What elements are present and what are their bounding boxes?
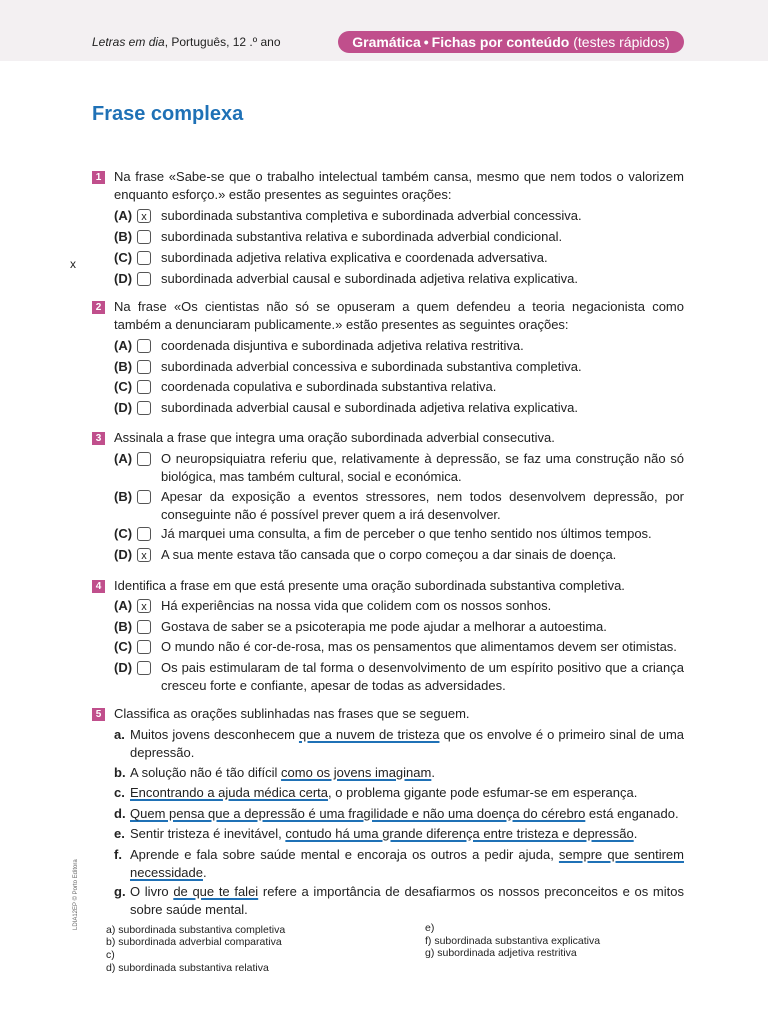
option-letter: (D) [114, 271, 133, 286]
sentence-letter: b. [114, 765, 126, 780]
answer-b: b) subordinada adverbial comparativa [106, 936, 282, 948]
subsection-label: Fichas por conteúdo [431, 34, 570, 50]
sentence-letter: a. [114, 727, 125, 742]
option-text: coordenada copulativa e subordinada substantiva relativa. [161, 379, 497, 394]
option-letter: (D) [114, 660, 133, 675]
underlined-clause: que a nuvem de tristeza [298, 727, 440, 742]
option-text: A sua mente estava tão cansada que o corpo começou a dar sinais de doença. [161, 547, 617, 562]
option-checkbox[interactable] [137, 527, 151, 541]
underlined-clause: Encontrando a ajuda médica certa [130, 785, 329, 800]
option-text: Gostava de saber se a psicoterapia me pode ajudar a melhorar a autoestima. [161, 619, 607, 634]
question-number: 3 [92, 432, 105, 445]
option-letter: (B) [114, 619, 133, 634]
sentence-plain: Muitos jovens desconhecem [130, 727, 299, 742]
option-letter: (D) [114, 547, 133, 562]
side-credit: LDIA12EP © Porto Editora [73, 859, 79, 930]
option-letter: (B) [114, 359, 133, 374]
sentence-text [130, 883, 684, 919]
option-checkbox[interactable] [137, 360, 151, 374]
option-checkbox[interactable]: x [137, 548, 151, 562]
sentence-text [130, 805, 684, 823]
option-letter: (C) [114, 250, 133, 265]
sentence-plain: Aprende e fala sobre saúde mental e encoraja os outros a pedir ajuda, [130, 847, 559, 862]
sentence-plain: A solução não é tão difícil [130, 765, 282, 780]
option-checkbox[interactable] [137, 251, 151, 265]
sentence-plain: . [633, 826, 638, 841]
option-text: Os pais estimularam de tal forma o desenvolvimento de um espírito positivo que a criança cresceu forte e confiante, apesar de todas as adversidades. [161, 660, 684, 693]
sentence-letter: d. [114, 806, 126, 821]
option-checkbox[interactable] [137, 272, 151, 286]
underlined-clause: sempre que sentirem necessidade [130, 847, 684, 880]
sentence-plain: O livro [130, 884, 174, 899]
question-number: 5 [92, 708, 105, 721]
option-checkbox[interactable] [137, 339, 151, 353]
option-text: Já marquei uma consulta, a fim de perceber o que tenho sentido nos últimos tempos. [161, 526, 652, 541]
question-number: 1 [92, 171, 105, 184]
sentence-text [130, 784, 684, 802]
option-text: coordenada disjuntiva e subordinada adjetiva relativa restritiva. [161, 338, 524, 353]
option-letter: (D) [114, 400, 133, 415]
sentence-plain: Sentir tristeza é inevitável, [130, 826, 286, 841]
option-letter: (A) [114, 338, 133, 353]
sentence-plain: refere a importância de desafiarmos os nossos preconceitos e os mitos sobre saúde mental. [130, 884, 684, 917]
sentence-plain: . [431, 765, 435, 780]
answer-d: d) subordinada substantiva relativa [106, 962, 269, 974]
underlined-clause: como os jovens imaginam [281, 765, 432, 780]
sentence-text [130, 825, 684, 843]
option-checkbox[interactable] [137, 620, 151, 634]
option-text: subordinada adjetiva relativa explicativa e coordenada adversativa. [161, 250, 548, 265]
option-text: subordinada adverbial concessiva e subordinada substantiva completiva. [161, 359, 582, 374]
answer-f: f) subordinada substantiva explicativa [425, 935, 601, 947]
book-details: , Português, 12 .º ano [164, 35, 281, 49]
underlined-clause: de que te falei [173, 884, 259, 899]
stray-mark: x [70, 257, 76, 271]
page-title: Frase complexa [92, 103, 244, 125]
subsection-note: (testes rápidos) [573, 34, 670, 50]
book-title: Letras em dia [92, 35, 165, 49]
option-checkbox[interactable] [137, 380, 151, 394]
option-letter: (A) [114, 598, 133, 613]
option-letter: (B) [114, 229, 133, 244]
option-letter: (C) [114, 526, 133, 541]
option-text: subordinada adverbial causal e subordinada adjetiva relativa explicativa. [161, 271, 578, 286]
sentence-plain: , o problema gigante pode esfumar-se em esperança. [328, 785, 638, 800]
option-checkbox[interactable]: x [137, 209, 151, 223]
option-text: Há experiências na nossa vida que colidem com os nossos sonhos. [161, 598, 552, 613]
section-label: Gramática [352, 34, 421, 50]
option-checkbox[interactable] [137, 452, 151, 466]
question-number: 2 [92, 301, 105, 314]
option-text: subordinada substantiva relativa e subordinada adverbial condicional. [161, 229, 563, 244]
underlined-clause: contudo há uma grande diferença entre tristeza e depressão [285, 826, 634, 841]
answer-e: e) [425, 922, 435, 934]
option-letter: (A) [114, 208, 133, 223]
option-text: Apesar da exposição a eventos stressores, nem todos desenvolvem depressão, por conseguinte não é possível prever quem a irá desenvolver. [161, 489, 684, 522]
option-checkbox[interactable]: x [137, 599, 151, 613]
book-reference [92, 35, 281, 49]
option-checkbox[interactable] [137, 640, 151, 654]
option-text: O mundo não é cor-de-rosa, mas os pensamentos que alimentamos devem ser otimistas. [161, 639, 677, 654]
option-letter: (C) [114, 379, 133, 394]
sentence-text [130, 846, 684, 882]
sentence-letter: e. [114, 826, 125, 841]
option-text: subordinada adverbial causal e subordinada adjetiva relativa explicativa. [161, 400, 578, 415]
section-pill [338, 31, 684, 53]
option-letter: (B) [114, 489, 133, 504]
option-checkbox[interactable] [137, 230, 151, 244]
option-checkbox[interactable] [137, 661, 151, 675]
sentence-plain: está enganado. [585, 806, 679, 821]
option-letter: (A) [114, 451, 133, 466]
sentence-letter: f. [114, 847, 122, 862]
answer-a: a) subordinada substantiva completiva [106, 924, 286, 936]
question-text: Classifica as orações sublinhadas nas frases que se seguem. [114, 706, 470, 721]
question-text: Na frase «Sabe-se que o trabalho intelectual também cansa, mesmo que nem todos o valorizem enquanto esforço.» estão presentes as seguintes orações: [114, 169, 684, 202]
sentence-plain: . [203, 865, 207, 880]
option-checkbox[interactable] [137, 401, 151, 415]
option-checkbox[interactable] [137, 490, 151, 504]
answer-g: g) subordinada adjetiva restritiva [425, 947, 577, 959]
option-text: O neuropsiquiatra referiu que, relativamente à depressão, se faz uma construção não só biológica, mas também cultural, social e económica. [161, 451, 684, 484]
question-text: Na frase «Os cientistas não só se opuseram a quem defendeu a teoria negacionista como também a denunciaram publicamente.» estão presentes as seguintes orações: [114, 299, 684, 332]
sentence-text [130, 764, 684, 782]
option-text: subordinada substantiva completiva e subordinada adverbial concessiva. [161, 208, 582, 223]
question-number: 4 [92, 580, 105, 593]
question-text: Assinala a frase que integra uma oração subordinada adverbial consecutiva. [114, 430, 555, 445]
pill-separator: • [423, 34, 429, 50]
sentence-plain: que os envolve é o primeiro sinal de uma depressão. [130, 727, 684, 760]
answer-c: c) [106, 949, 115, 961]
sentence-letter: c. [114, 785, 125, 800]
sentence-letter: g. [114, 884, 126, 899]
question-text: Identifica a frase em que está presente uma oração subordinada substantiva completiva. [114, 578, 625, 593]
underlined-clause: Quem pensa que a depressão é uma fragilidade e não uma doença do cérebro [130, 806, 586, 821]
option-letter: (C) [114, 639, 133, 654]
sentence-text [130, 726, 684, 762]
